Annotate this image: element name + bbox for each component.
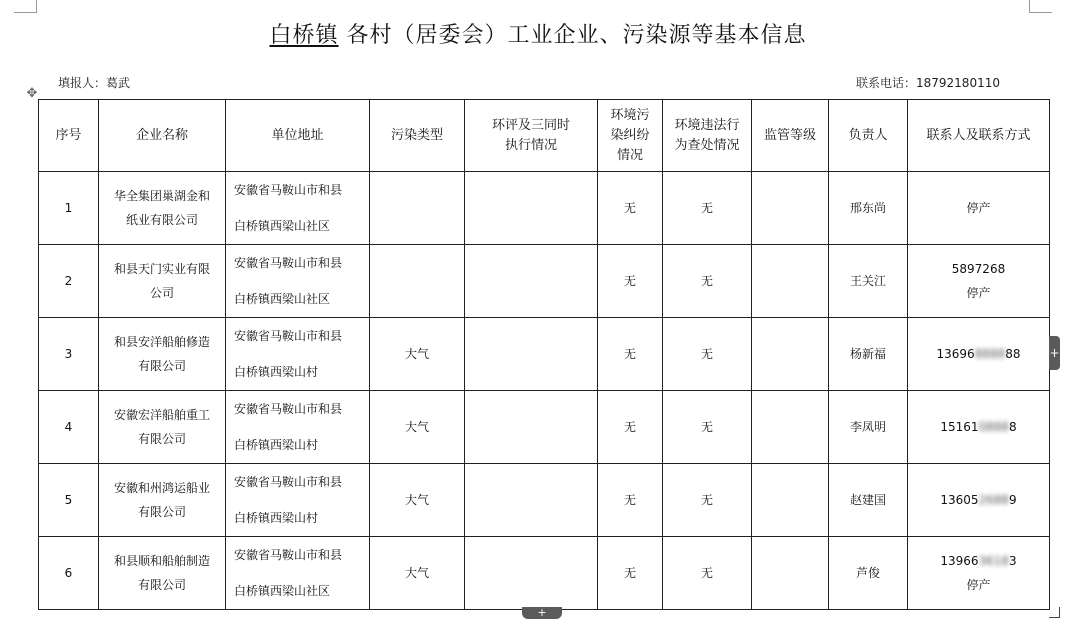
cell-manager: 杨新福 bbox=[829, 318, 908, 391]
address-line2: 白桥镇西梁山社区 bbox=[234, 292, 331, 306]
cell-eia bbox=[465, 464, 598, 537]
table-header-row bbox=[39, 100, 1050, 172]
cell-company bbox=[99, 464, 226, 537]
cell-seq: 4 bbox=[39, 391, 99, 464]
cell-pollution-type bbox=[370, 245, 465, 318]
cell-manager: 芦俊 bbox=[829, 537, 908, 610]
title-town: 白桥镇 bbox=[269, 23, 339, 48]
company-line2: 有限公司 bbox=[137, 359, 186, 373]
contact-tail: 88 bbox=[1005, 347, 1021, 361]
header-dispute bbox=[598, 100, 663, 172]
table-row bbox=[39, 464, 1050, 537]
header-address: 单位地址 bbox=[226, 100, 370, 172]
table-row bbox=[39, 537, 1050, 610]
cell-company bbox=[99, 318, 226, 391]
cell-pollution-type: 大气 bbox=[370, 318, 465, 391]
add-column-icon[interactable]: + bbox=[1049, 336, 1060, 370]
header-dispute-line3: 情况 bbox=[616, 147, 643, 163]
address-line1: 安徽省马鞍山市和县 bbox=[234, 548, 343, 562]
table-row bbox=[39, 172, 1050, 245]
cell-supervision-level bbox=[752, 537, 829, 610]
address-line1: 安徽省马鞍山市和县 bbox=[234, 183, 343, 197]
header-company: 企业名称 bbox=[99, 100, 226, 172]
cell-violation: 无 bbox=[663, 537, 752, 610]
cell-pollution-type: 大气 bbox=[370, 391, 465, 464]
cell-dispute: 无 bbox=[598, 391, 663, 464]
cell-pollution-type bbox=[370, 172, 465, 245]
header-violation-line2: 为查处情况 bbox=[674, 137, 740, 153]
cell-seq: 3 bbox=[39, 318, 99, 391]
cell-contact bbox=[908, 318, 1050, 391]
page-corner-mark-left bbox=[14, 0, 37, 13]
cell-contact bbox=[908, 537, 1050, 610]
cell-eia bbox=[465, 245, 598, 318]
cell-dispute: 无 bbox=[598, 245, 663, 318]
header-manager: 负责人 bbox=[829, 100, 908, 172]
page-corner-mark-right bbox=[1029, 0, 1052, 13]
contact-redacted: 3618 bbox=[978, 554, 1010, 568]
header-eia-line1: 环评及三同时 bbox=[491, 117, 570, 133]
company-line2: 有限公司 bbox=[137, 578, 186, 592]
cell-company bbox=[99, 537, 226, 610]
table-row bbox=[39, 318, 1050, 391]
address-line1: 安徽省马鞍山市和县 bbox=[234, 256, 343, 270]
cell-contact bbox=[908, 391, 1050, 464]
contact-line1: 5897268 bbox=[951, 262, 1006, 276]
contact-visible: 15161 bbox=[940, 420, 979, 434]
contact-visible: 13605 bbox=[940, 493, 979, 507]
cell-violation: 无 bbox=[663, 391, 752, 464]
company-line2: 纸业有限公司 bbox=[125, 213, 198, 227]
contact-line1: 停产 bbox=[966, 201, 991, 215]
company-line1: 安徽和州鸿运船业 bbox=[113, 481, 210, 495]
company-line2: 公司 bbox=[149, 286, 174, 300]
address-line2: 白桥镇西梁山村 bbox=[234, 511, 319, 525]
info-table bbox=[38, 99, 1050, 610]
cell-supervision-level bbox=[752, 391, 829, 464]
cell-manager: 邢东尚 bbox=[829, 172, 908, 245]
cell-dispute: 无 bbox=[598, 464, 663, 537]
header-eia-line2: 执行情况 bbox=[504, 137, 557, 153]
cell-eia bbox=[465, 172, 598, 245]
cell-violation: 无 bbox=[663, 318, 752, 391]
cell-company bbox=[99, 172, 226, 245]
cell-manager: 王关江 bbox=[829, 245, 908, 318]
company-line2: 有限公司 bbox=[137, 432, 186, 446]
cell-supervision-level bbox=[752, 318, 829, 391]
header-supervision-level: 监管等级 bbox=[752, 100, 829, 172]
address-line2: 白桥镇西梁山社区 bbox=[234, 584, 331, 598]
contact-redacted: 2688 bbox=[978, 493, 1010, 507]
cell-address bbox=[226, 537, 370, 610]
cell-company bbox=[99, 245, 226, 318]
cell-supervision-level bbox=[752, 172, 829, 245]
contact-line2: 停产 bbox=[966, 286, 991, 300]
cell-seq: 2 bbox=[39, 245, 99, 318]
cell-dispute: 无 bbox=[598, 537, 663, 610]
cell-eia bbox=[465, 391, 598, 464]
address-line1: 安徽省马鞍山市和县 bbox=[234, 475, 343, 489]
cell-manager: 李凤明 bbox=[829, 391, 908, 464]
cell-seq: 5 bbox=[39, 464, 99, 537]
header-dispute-line2: 染纠纷 bbox=[610, 127, 650, 143]
header-contact: 联系人及联系方式 bbox=[908, 100, 1050, 172]
company-line1: 和县安洋船舶修造 bbox=[113, 335, 210, 349]
contact-tail: 9 bbox=[1009, 493, 1017, 507]
contact-visible: 13966 bbox=[940, 554, 979, 568]
address-line2: 白桥镇西梁山社区 bbox=[234, 219, 331, 233]
address-line2: 白桥镇西梁山村 bbox=[234, 438, 319, 452]
cell-eia bbox=[465, 318, 598, 391]
cell-company bbox=[99, 391, 226, 464]
company-line2: 有限公司 bbox=[137, 505, 186, 519]
table-row bbox=[39, 391, 1050, 464]
cell-contact bbox=[908, 464, 1050, 537]
header-seq: 序号 bbox=[39, 100, 99, 172]
header-dispute-line1: 环境污 bbox=[610, 107, 650, 123]
cell-contact bbox=[908, 172, 1050, 245]
reporter-label: 填报人：葛武 bbox=[58, 76, 131, 90]
table-row bbox=[39, 245, 1050, 318]
cell-pollution-type: 大气 bbox=[370, 537, 465, 610]
header-eia bbox=[465, 100, 598, 172]
cell-address bbox=[226, 391, 370, 464]
cell-violation: 无 bbox=[663, 172, 752, 245]
document-title bbox=[0, 18, 1076, 49]
cell-seq: 6 bbox=[39, 537, 99, 610]
contact-visible: 13696 bbox=[936, 347, 975, 361]
cell-supervision-level bbox=[752, 464, 829, 537]
header-pollution-type: 污染类型 bbox=[370, 100, 465, 172]
cell-address bbox=[226, 245, 370, 318]
header-violation-line1: 环境违法行 bbox=[674, 117, 740, 133]
cell-seq: 1 bbox=[39, 172, 99, 245]
address-line1: 安徽省马鞍山市和县 bbox=[234, 329, 343, 343]
company-line1: 和县天门实业有限 bbox=[113, 262, 210, 276]
cell-contact bbox=[908, 245, 1050, 318]
cell-dispute: 无 bbox=[598, 172, 663, 245]
resize-corner-icon[interactable] bbox=[1049, 607, 1060, 618]
address-line1: 安徽省马鞍山市和县 bbox=[234, 402, 343, 416]
contact-tail: 8 bbox=[1009, 420, 1017, 434]
company-line1: 和县顺和船舶制造 bbox=[113, 554, 210, 568]
cell-address bbox=[226, 464, 370, 537]
contact-line2: 停产 bbox=[966, 578, 991, 592]
contact-phone-label: 联系电话：18792180110 bbox=[856, 76, 1000, 90]
cell-manager: 赵建国 bbox=[829, 464, 908, 537]
header-violation bbox=[663, 100, 752, 172]
cell-supervision-level bbox=[752, 245, 829, 318]
cell-violation: 无 bbox=[663, 245, 752, 318]
contact-redacted: 8888 bbox=[974, 347, 1006, 361]
cell-violation: 无 bbox=[663, 464, 752, 537]
cell-eia bbox=[465, 537, 598, 610]
add-row-icon[interactable]: + bbox=[522, 607, 562, 619]
title-text: 各村（居委会）工业企业、污染源等基本信息 bbox=[346, 23, 807, 48]
cell-dispute: 无 bbox=[598, 318, 663, 391]
address-line2: 白桥镇西梁山村 bbox=[234, 365, 319, 379]
cell-pollution-type: 大气 bbox=[370, 464, 465, 537]
contact-redacted: 0888 bbox=[978, 420, 1010, 434]
contact-tail: 3 bbox=[1009, 554, 1017, 568]
company-line1: 安徽宏洋船舶重工 bbox=[113, 408, 210, 422]
cell-address bbox=[226, 318, 370, 391]
move-arrows-icon[interactable]: ✥ bbox=[26, 86, 38, 101]
cell-address bbox=[226, 172, 370, 245]
company-line1: 华全集团巢湖金和 bbox=[113, 189, 210, 203]
